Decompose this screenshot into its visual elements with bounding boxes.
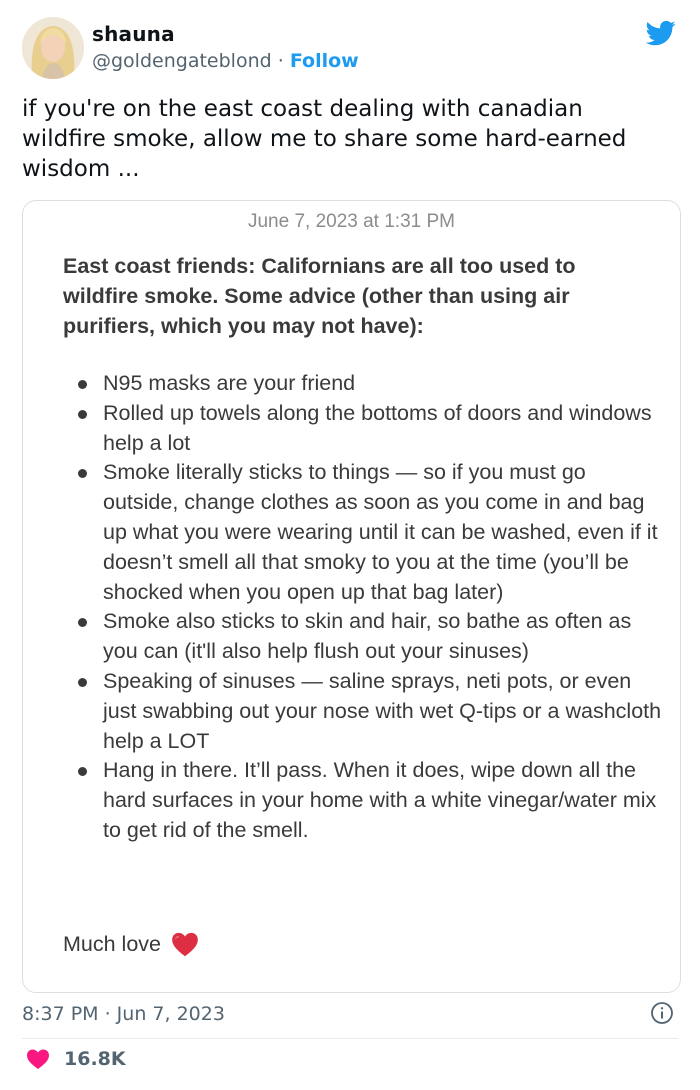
advice-list xyxy=(63,369,663,846)
note-date: June 7, 2023 at 1:31 PM xyxy=(247,211,456,232)
author-name[interactable]: shauna xyxy=(92,22,175,46)
red-heart-icon xyxy=(171,931,199,957)
note-sign-off xyxy=(63,931,199,957)
info-icon[interactable] xyxy=(650,1001,674,1025)
twitter-bird-icon[interactable] xyxy=(644,18,678,48)
tweet-text: if you're on the east coast dealing with canadian wildfire smoke, allow me to share some hard-earned wisdom ... xyxy=(22,96,627,182)
divider xyxy=(22,1038,678,1039)
note-intro: East coast friends: Californians are all too used to wildfire smoke. Some advice (other than using air purifiers, which you may not have): xyxy=(63,254,576,338)
list-item: N95 masks are your friend xyxy=(63,369,663,399)
list-item: Hang in there. It’ll pass. When it does, wipe down all the hard surfaces in your home with a white vinegar/water mix to get rid of the smell. xyxy=(63,756,663,845)
like-button[interactable] xyxy=(26,1048,126,1070)
avatar-image xyxy=(22,17,84,79)
avatar[interactable] xyxy=(22,17,84,79)
handle-separator: · xyxy=(277,50,284,72)
list-item: Speaking of sinuses — saline sprays, neti pots, or even just swabbing out your nose with wet Q-tips or a washcloth help a LOT xyxy=(63,667,663,756)
list-item: Smoke also sticks to skin and hair, so bathe as often as you can (it'll also help flush out your sinuses) xyxy=(63,607,663,667)
embedded-note-image[interactable] xyxy=(22,200,681,993)
sign-off-text: Much love xyxy=(63,931,161,956)
list-item: Rolled up towels along the bottoms of doors and windows help a lot xyxy=(63,399,663,459)
like-count: 16.8K xyxy=(64,1048,126,1070)
handle-row xyxy=(92,50,359,72)
follow-button[interactable]: Follow xyxy=(289,50,359,72)
heart-icon xyxy=(26,1048,50,1070)
tweet-timestamp[interactable]: 8:37 PM · Jun 7, 2023 xyxy=(22,1003,225,1025)
list-item: Smoke literally sticks to things — so if you must go outside, change clothes as soon as you come in and bag up what you were wearing until it can be washed, even if it doesn’t smell all that smoky to you at the time (you’ll be shocked when you open up that bag later) xyxy=(63,458,663,607)
author-handle[interactable]: @goldengateblond xyxy=(92,50,272,72)
